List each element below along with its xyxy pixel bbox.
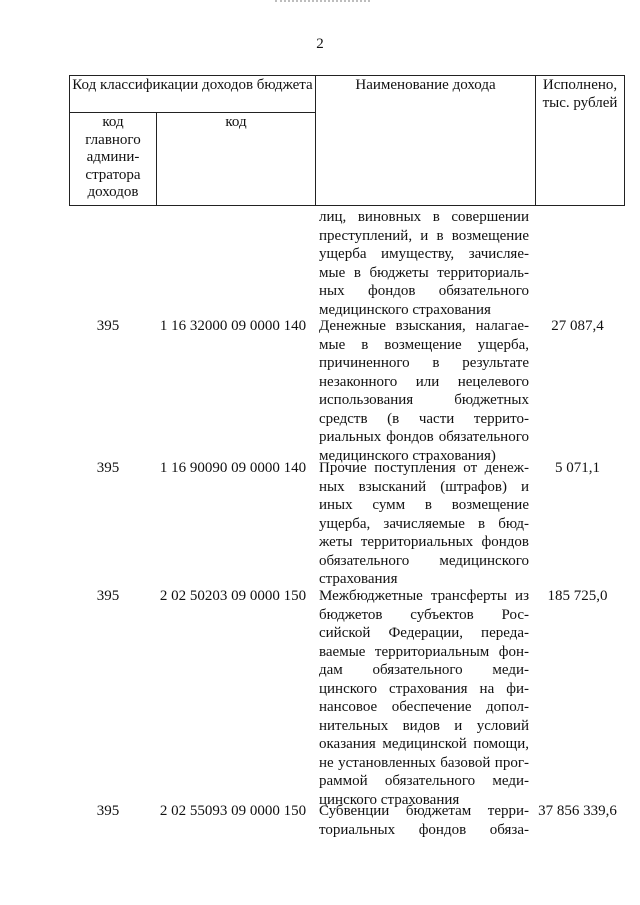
name-line: мые в бюджеты территориаль- (319, 264, 529, 281)
name-line: ных взысканий (штрафов) и (319, 478, 529, 495)
name-line: лиц, виновных в совершении (319, 209, 529, 225)
page-number: 2 (316, 36, 324, 52)
amount-cell: 185 725,0 (547, 588, 608, 604)
name-line: незаконного или нецелевого (319, 373, 529, 390)
name-line: использования бюджетных (319, 392, 529, 408)
name-line: ных фондов обязательного (319, 283, 529, 299)
amount-cell: 5 071,1 (555, 460, 600, 476)
name-line: цинского страхования (319, 791, 460, 808)
name-line: не установленных базовой прог- (319, 754, 529, 771)
table-header (69, 75, 625, 206)
admin-code-header (70, 113, 157, 206)
income-name-cell (319, 459, 529, 589)
name-line: бюджетов субъектов Рос- (319, 606, 529, 623)
name-line: Межбюджетные трансферты из (319, 588, 529, 604)
name-line: риальных фондов обязательного (319, 429, 529, 445)
name-line: преступлений, и в возмещение (319, 227, 529, 244)
name-line: иных сумм в возмещение (319, 497, 529, 513)
income-name-cell (319, 802, 529, 839)
admin-header-line: главного (85, 131, 141, 148)
classification-code-header: Код классификации доходов бюджета (70, 76, 316, 113)
income-code-cell: 1 16 32000 09 0000 140 (159, 318, 307, 334)
name-line: Денежные взыскания, налагае- (319, 318, 529, 334)
code-header: код (157, 113, 316, 206)
admin-code-cell: 395 (96, 803, 120, 819)
name-line: сийской Федерации, переда- (319, 625, 529, 641)
income-code-cell: 1 16 90090 09 0000 140 (159, 460, 307, 476)
income-name-header: Наименование дохода (316, 76, 536, 206)
name-line: жеты территориальных фондов (319, 534, 529, 550)
admin-code-cell: 395 (96, 460, 120, 476)
name-line: мые в возмещение ущерба, (319, 336, 529, 353)
name-line: раммой обязательного меди- (319, 773, 529, 789)
name-line: цинского страхования на фи- (319, 680, 529, 697)
admin-code-cell: 395 (96, 318, 120, 334)
name-line: нансовое обеспечение допол- (319, 699, 529, 715)
top-scan-mark (275, 0, 370, 5)
name-line: Прочие поступления от денеж- (319, 460, 529, 476)
income-name-cell (319, 317, 529, 465)
amount-cell: 27 087,4 (551, 318, 604, 334)
name-line: обязательного медицинского (319, 552, 529, 569)
name-line: ториальных фондов обяза- (319, 821, 529, 838)
continuation-text (319, 208, 529, 319)
admin-code-cell: 395 (96, 588, 120, 604)
name-line: ущерба, зачисляемые в бюд- (319, 515, 529, 532)
name-line: Субвенции бюджетам терри- (319, 803, 529, 819)
admin-header-line: код (102, 114, 124, 130)
admin-header-line: стратора (85, 166, 141, 183)
name-line: дам обязательного меди- (319, 662, 529, 678)
admin-header-line: админи- (86, 149, 140, 165)
income-code-cell: 2 02 55093 09 0000 150 (159, 803, 307, 819)
income-code-cell: 2 02 50203 09 0000 150 (159, 588, 307, 604)
income-name-cell (319, 587, 529, 809)
name-line: медицинского страхования (319, 301, 491, 318)
name-line: страхования (319, 571, 398, 587)
name-line: нительных видов и условий (319, 717, 529, 734)
name-line: медицинского страхования) (319, 447, 496, 464)
admin-header-line: доходов (87, 184, 139, 200)
name-line: ваемые территориальным фон- (319, 643, 529, 660)
name-line: ущерба имуществу, зачисляе- (319, 246, 529, 262)
name-line: причиненного в результате (319, 355, 529, 371)
name-line: оказания медицинской помощи, (319, 736, 529, 752)
amount-cell: 37 856 339,6 (538, 803, 617, 819)
name-line: средств (в части террито- (319, 410, 529, 427)
executed-amount-header: Исполнено, тыс. рублей (536, 76, 625, 206)
